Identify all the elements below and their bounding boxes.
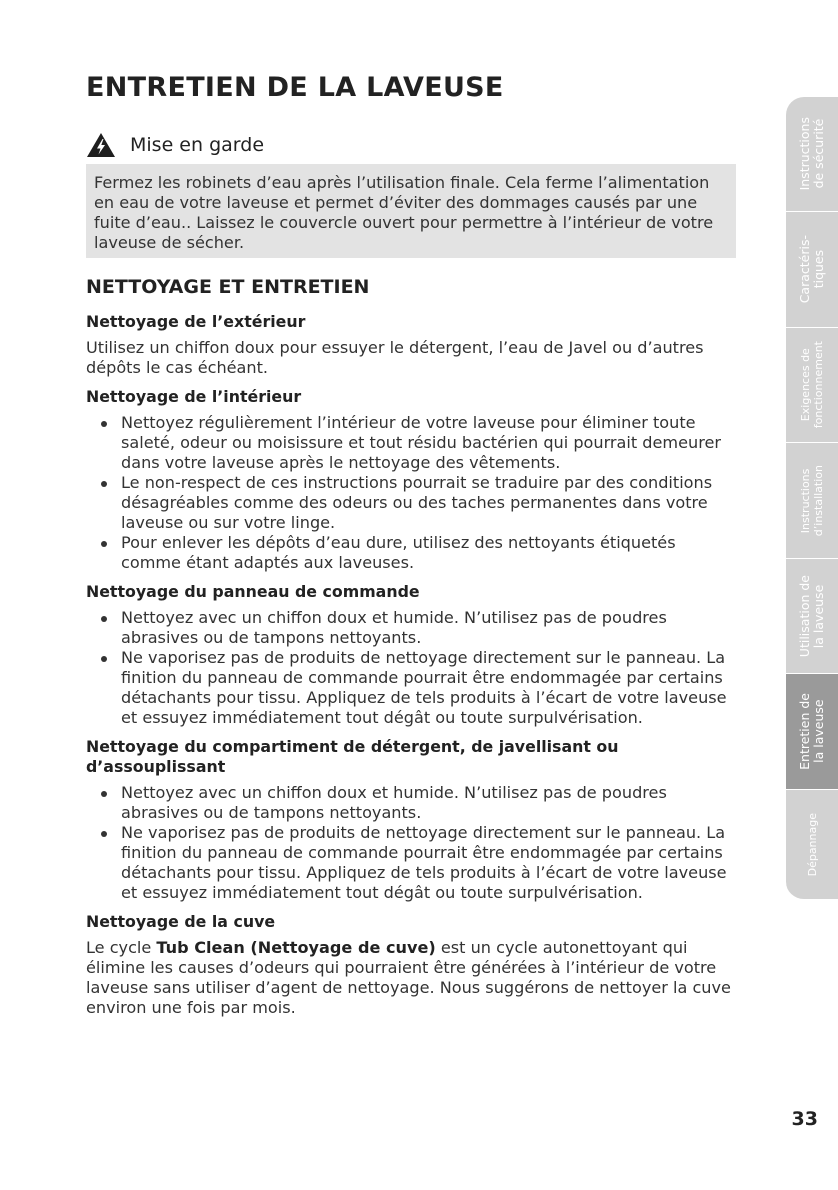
control-panel-heading: Nettoyage du panneau de commande: [86, 582, 420, 601]
section-title: NETTOYAGE ET ENTRETIEN: [86, 276, 370, 298]
caution-text: Fermez les robinets d’eau après l’utilisation finale. Cela ferme l’alimentation en eau de votre laveuse et permet d’éviter des dommages causés par une fuite d’eau.. Laissez le couvercle ouvert pour permettre à l’intérieur de votre laveuse de sécher.: [94, 173, 714, 252]
tab-label: Caractéris- tiques: [797, 235, 826, 304]
list-item: Nettoyez régulièrement l’intérieur de votre laveuse pour éliminer toute saleté, odeur ou moisissure et tout résidu bactérien qui pourrait demeurer dans votre laveuse après le nettoyage des vêtements.: [86, 413, 736, 473]
tab-label: Utilisation de la laveuse: [797, 574, 826, 658]
tub-text: Le cycle Tub Clean (Nettoyage de cuve) est un cycle autonettoyant qui élimine les causes d’odeurs qui pourraient être générées à l’intérieur de votre laveuse sans utiliser d’agent de nettoyage. Nous suggérons de nettoyer la cuve environ une fois par mois.: [86, 938, 731, 1017]
list-item: Nettoyez avec un chiffon doux et humide. N’utilisez pas de poudres abrasives ou de tampons nettoyants.: [86, 608, 736, 648]
control-panel-list: [86, 608, 736, 728]
tab-label: Instructions de sécurité: [797, 117, 826, 191]
tab-using-washer[interactable]: [786, 559, 838, 674]
dispenser-list: [86, 783, 736, 903]
list-item: Pour enlever les dépôts d’eau dure, utilisez des nettoyants étiquetés comme étant adaptés aux laveuses.: [86, 533, 736, 573]
list-item: Ne vaporisez pas de produits de nettoyage directement sur le panneau. La finition du panneau de commande pourrait être endommagée par certains détachants pour tissu. Appliquez de tels produits à l’écart de votre laveuse et essuyez immédiatement tout dégât ou toute surpulvérisation.: [86, 823, 736, 903]
tab-features[interactable]: [786, 212, 838, 328]
tab-troubleshooting[interactable]: [786, 790, 838, 900]
tub-clean-cycle-name: Tub Clean (Nettoyage de cuve): [156, 938, 436, 957]
caution-heading: Mise en garde: [130, 134, 265, 156]
tab-installation[interactable]: [786, 443, 838, 559]
list-item: Nettoyez avec un chiffon doux et humide. N’utilisez pas de poudres abrasives ou de tampons nettoyants.: [86, 783, 736, 823]
caution-header: [86, 132, 264, 158]
tub-heading: Nettoyage de la cuve: [86, 912, 276, 931]
list-item: Ne vaporisez pas de produits de nettoyage directement sur le panneau. La finition du panneau de commande pourrait être endommagée par certains détachants pour tissu. Appliquez de tels produits à l’écart de votre laveuse et essuyez immédiatement tout dégât ou toute surpulvérisation.: [86, 648, 736, 728]
interior-heading: Nettoyage de l’intérieur: [86, 387, 302, 406]
tab-label: Exigences de fonctionnement: [799, 341, 825, 429]
list-item: Le non-respect de ces instructions pourrait se traduire par des conditions désagréables comme des odeurs ou des taches permanentes dans votre laveuse ou sur votre linge.: [86, 473, 736, 533]
exterior-heading: Nettoyage de l’extérieur: [86, 312, 306, 331]
caution-box: [86, 164, 736, 258]
dispenser-heading: Nettoyage du compartiment de détergent, de javellisant ou d’assouplissant: [86, 737, 619, 776]
exterior-text: Utilisez un chiffon doux pour essuyer le détergent, l’eau de Javel ou d’autres dépôts le cas échéant.: [86, 338, 704, 377]
tab-requirements[interactable]: [786, 328, 838, 443]
tab-label: Dépannage: [805, 812, 819, 877]
tab-washer-care[interactable]: [786, 674, 838, 790]
interior-list: [86, 413, 736, 573]
tab-label: Entretien de la laveuse: [797, 693, 826, 770]
page-title: ENTRETIEN DE LA LAVEUSE: [86, 72, 504, 103]
page-number: 33: [791, 1108, 818, 1130]
tab-label: Instructions d’installation: [799, 464, 825, 537]
main-content: [86, 276, 736, 1018]
tab-safety[interactable]: [786, 97, 838, 212]
warning-triangle-icon: [86, 132, 116, 158]
